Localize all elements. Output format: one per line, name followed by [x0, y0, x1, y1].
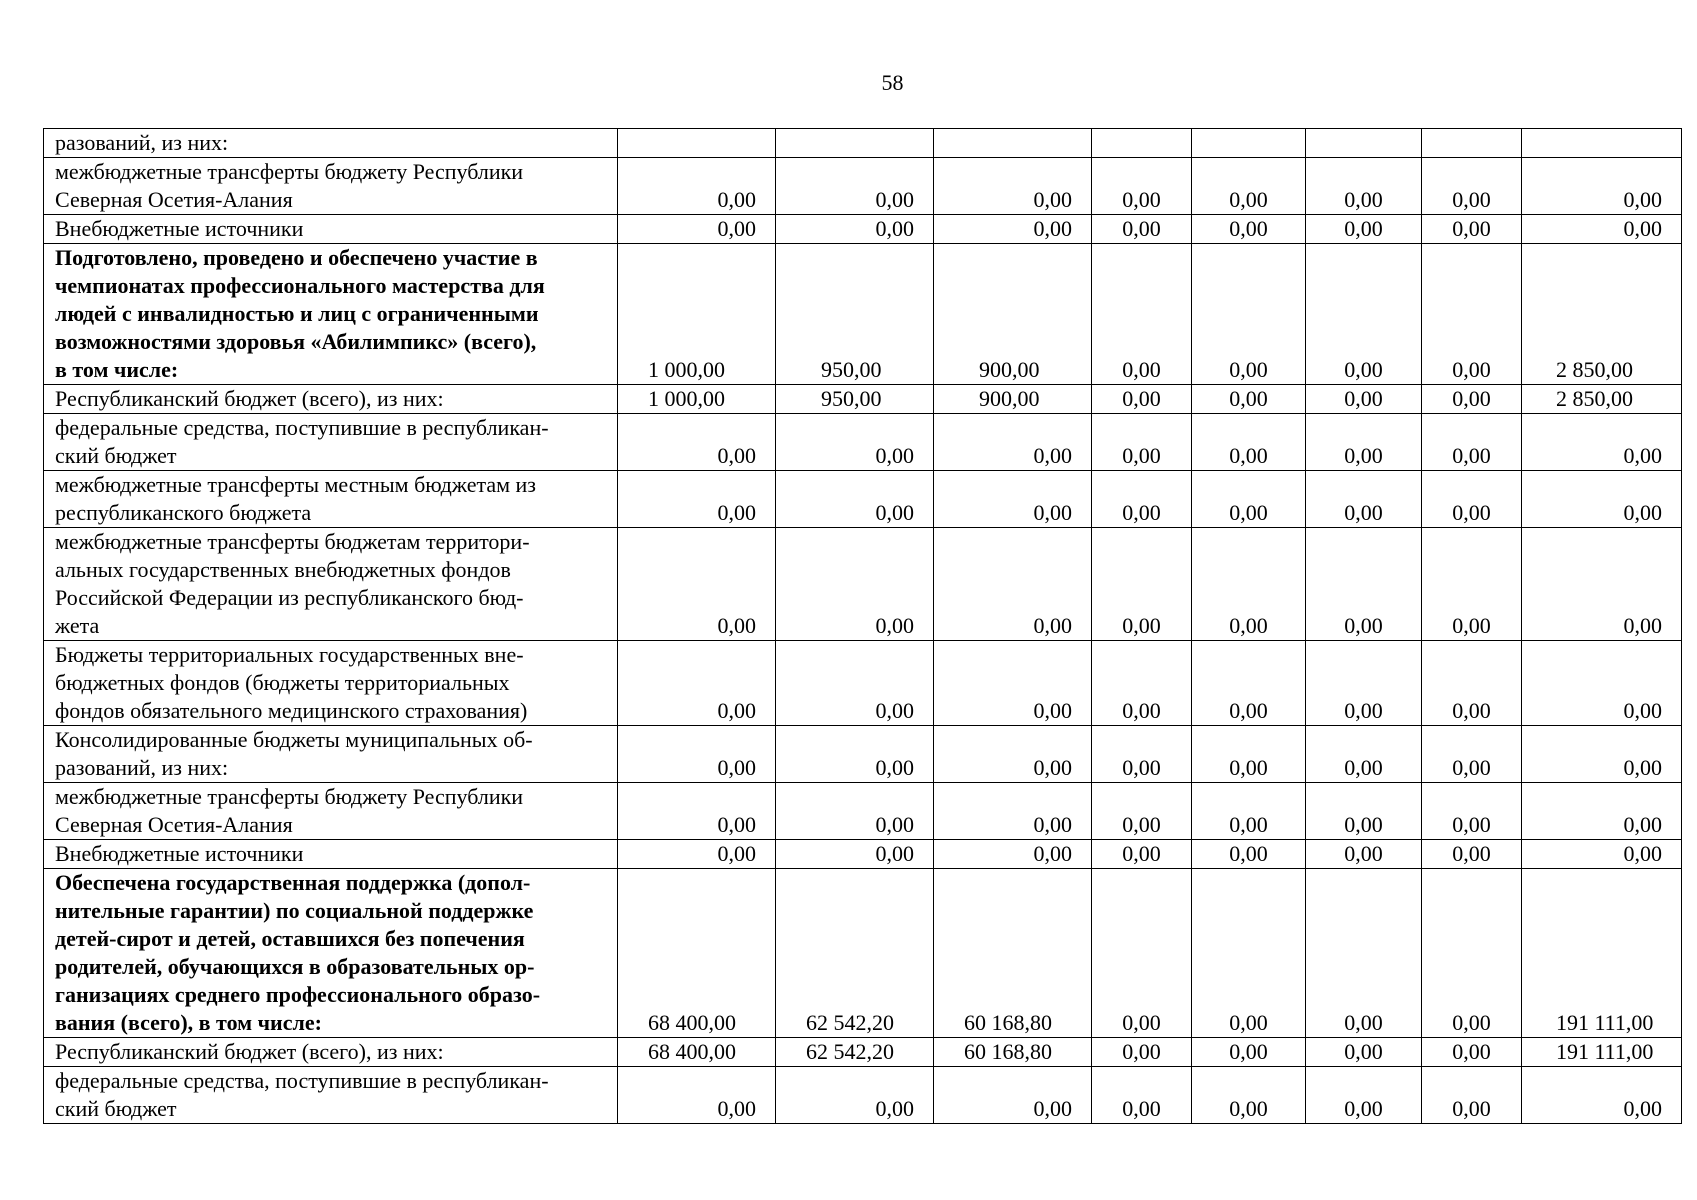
cell-value: 0,00: [1306, 840, 1422, 869]
cell-value: 0,00: [934, 215, 1092, 244]
cell-value: 0,00: [1192, 1038, 1306, 1067]
cell-value: 0,00: [934, 1067, 1092, 1124]
cell-value: 0,00: [1306, 528, 1422, 641]
cell-value: 0,00: [1092, 244, 1192, 385]
cell-value: 0,00: [1306, 726, 1422, 783]
cell-value: 0,00: [934, 158, 1092, 215]
cell-value: 0,00: [1192, 414, 1306, 471]
cell-value: 0,00: [1092, 215, 1192, 244]
cell-value: 0,00: [934, 726, 1092, 783]
cell-value: 0,00: [776, 528, 934, 641]
cell-value: [1306, 129, 1422, 158]
cell-value: 0,00: [1192, 158, 1306, 215]
row-label: Подготовлено, проведено и обеспечено участие в чемпионатах профессионального мастерства для людей с инвалидностью и лиц с ограниченными возможностями здоровья «Абилимпикс» (всего), в том числе:: [44, 244, 618, 385]
cell-value: 0,00: [776, 471, 934, 528]
cell-value: [618, 129, 776, 158]
cell-value: 0,00: [934, 840, 1092, 869]
row-label: Республиканский бюджет (всего), из них:: [44, 385, 618, 414]
row-label: Консолидированные бюджеты муниципальных об- разований, из них:: [44, 726, 618, 783]
cell-value: 1 000,00: [618, 244, 776, 385]
cell-value: [1092, 129, 1192, 158]
row-label: межбюджетные трансферты бюджету Республики Северная Осетия-Алания: [44, 158, 618, 215]
cell-value: 0,00: [1192, 641, 1306, 726]
cell-value: 0,00: [618, 840, 776, 869]
cell-value: 62 542,20: [776, 869, 934, 1038]
row-label: федеральные средства, поступившие в республикан- ский бюджет: [44, 1067, 618, 1124]
cell-value: 0,00: [618, 783, 776, 840]
table-row: [44, 528, 1682, 641]
cell-value: 0,00: [1422, 215, 1522, 244]
cell-value: 0,00: [1422, 1067, 1522, 1124]
cell-value: 0,00: [1522, 414, 1682, 471]
cell-value: 0,00: [1522, 641, 1682, 726]
cell-value: 68 400,00: [618, 1038, 776, 1067]
cell-value: 0,00: [1422, 385, 1522, 414]
cell-value: 0,00: [1422, 869, 1522, 1038]
cell-value: 0,00: [1306, 641, 1422, 726]
cell-value: 0,00: [1192, 471, 1306, 528]
cell-value: 0,00: [618, 215, 776, 244]
cell-value: 0,00: [776, 158, 934, 215]
row-label: Бюджеты территориальных государственных вне- бюджетных фондов (бюджеты территориальных фондов обязательного медицинского страхования): [44, 641, 618, 726]
cell-value: 0,00: [1092, 641, 1192, 726]
cell-value: 0,00: [1306, 158, 1422, 215]
cell-value: 900,00: [934, 244, 1092, 385]
cell-value: 0,00: [1522, 783, 1682, 840]
cell-value: 0,00: [1422, 471, 1522, 528]
cell-value: 0,00: [1092, 385, 1192, 414]
cell-value: 2 850,00: [1522, 244, 1682, 385]
cell-value: 0,00: [1522, 158, 1682, 215]
cell-value: 0,00: [1092, 528, 1192, 641]
cell-value: 0,00: [618, 641, 776, 726]
cell-value: 0,00: [1522, 840, 1682, 869]
cell-value: 2 850,00: [1522, 385, 1682, 414]
table-row: [44, 726, 1682, 783]
table-row: [44, 1067, 1682, 1124]
cell-value: 0,00: [776, 1067, 934, 1124]
cell-value: 0,00: [1092, 1038, 1192, 1067]
row-label: межбюджетные трансферты бюджетам территори- альных государственных внебюджетных фондов Российской Федерации из республиканского бюд- жета: [44, 528, 618, 641]
cell-value: 0,00: [1192, 244, 1306, 385]
table-row: [44, 840, 1682, 869]
cell-value: 0,00: [1306, 869, 1422, 1038]
table-row: [44, 215, 1682, 244]
cell-value: 0,00: [776, 726, 934, 783]
cell-value: 0,00: [618, 471, 776, 528]
cell-value: 0,00: [1306, 783, 1422, 840]
cell-value: 0,00: [1422, 726, 1522, 783]
cell-value: 0,00: [1092, 783, 1192, 840]
cell-value: 0,00: [1522, 726, 1682, 783]
cell-value: 191 111,00: [1522, 869, 1682, 1038]
cell-value: 0,00: [618, 726, 776, 783]
row-label: разований, из них:: [44, 129, 618, 158]
cell-value: 0,00: [1422, 1038, 1522, 1067]
cell-value: 0,00: [934, 471, 1092, 528]
cell-value: 0,00: [776, 215, 934, 244]
cell-value: 0,00: [1192, 385, 1306, 414]
row-label: федеральные средства, поступившие в республикан- ский бюджет: [44, 414, 618, 471]
cell-value: 0,00: [1522, 471, 1682, 528]
table-row: [44, 471, 1682, 528]
cell-value: 0,00: [1306, 385, 1422, 414]
cell-value: 60 168,80: [934, 1038, 1092, 1067]
cell-value: 0,00: [776, 783, 934, 840]
cell-value: 0,00: [1306, 414, 1422, 471]
cell-value: 0,00: [1192, 869, 1306, 1038]
cell-value: 0,00: [1092, 158, 1192, 215]
cell-value: 0,00: [1422, 840, 1522, 869]
cell-value: 0,00: [1192, 215, 1306, 244]
cell-value: 1 000,00: [618, 385, 776, 414]
table-row: [44, 1038, 1682, 1067]
cell-value: [776, 129, 934, 158]
cell-value: 0,00: [776, 414, 934, 471]
cell-value: 68 400,00: [618, 869, 776, 1038]
cell-value: 0,00: [1522, 1067, 1682, 1124]
cell-value: 0,00: [1092, 1067, 1192, 1124]
table-row: [44, 641, 1682, 726]
cell-value: [1422, 129, 1522, 158]
cell-value: 0,00: [1522, 528, 1682, 641]
budget-table: [43, 128, 1682, 1124]
cell-value: [1192, 129, 1306, 158]
cell-value: 0,00: [1422, 641, 1522, 726]
row-label: Республиканский бюджет (всего), из них:: [44, 1038, 618, 1067]
table-row: [44, 385, 1682, 414]
cell-value: 950,00: [776, 244, 934, 385]
cell-value: 0,00: [1306, 1067, 1422, 1124]
cell-value: 0,00: [934, 641, 1092, 726]
cell-value: 0,00: [1422, 414, 1522, 471]
cell-value: 191 111,00: [1522, 1038, 1682, 1067]
cell-value: [1522, 129, 1682, 158]
cell-value: 0,00: [618, 1067, 776, 1124]
row-label: межбюджетные трансферты местным бюджетам из республиканского бюджета: [44, 471, 618, 528]
table-row: [44, 244, 1682, 385]
cell-value: 0,00: [1522, 215, 1682, 244]
row-label: Внебюджетные источники: [44, 840, 618, 869]
cell-value: 0,00: [1192, 1067, 1306, 1124]
cell-value: 62 542,20: [776, 1038, 934, 1067]
cell-value: 0,00: [618, 414, 776, 471]
cell-value: 0,00: [1092, 869, 1192, 1038]
cell-value: [934, 129, 1092, 158]
page-number: 58: [881, 70, 904, 95]
cell-value: 900,00: [934, 385, 1092, 414]
table-row: [44, 414, 1682, 471]
cell-value: 0,00: [1192, 528, 1306, 641]
cell-value: 0,00: [1192, 840, 1306, 869]
cell-value: 0,00: [776, 840, 934, 869]
cell-value: 0,00: [618, 158, 776, 215]
cell-value: 0,00: [1306, 244, 1422, 385]
cell-value: 60 168,80: [934, 869, 1092, 1038]
cell-value: 0,00: [1092, 414, 1192, 471]
cell-value: 0,00: [1092, 726, 1192, 783]
cell-value: 0,00: [1192, 783, 1306, 840]
cell-value: 0,00: [1306, 215, 1422, 244]
cell-value: 0,00: [1422, 783, 1522, 840]
cell-value: 0,00: [1306, 1038, 1422, 1067]
cell-value: 0,00: [934, 783, 1092, 840]
row-label: межбюджетные трансферты бюджету Республики Северная Осетия-Алания: [44, 783, 618, 840]
table-row: [44, 158, 1682, 215]
cell-value: 0,00: [1422, 244, 1522, 385]
cell-value: 0,00: [1092, 471, 1192, 528]
table-row: [44, 869, 1682, 1038]
row-label: Внебюджетные источники: [44, 215, 618, 244]
cell-value: 950,00: [776, 385, 934, 414]
table-row: [44, 129, 1682, 158]
cell-value: 0,00: [1192, 726, 1306, 783]
cell-value: 0,00: [618, 528, 776, 641]
cell-value: 0,00: [1092, 840, 1192, 869]
cell-value: 0,00: [1306, 471, 1422, 528]
row-label: Обеспечена государственная поддержка (допол- нительные гарантии) по социальной поддержке детей-сирот и детей, оставшихся без попечения родителей, обучающихся в образовательных ор- ганизациях среднего профессионального образо- вания (всего), в том числе:: [44, 869, 618, 1038]
cell-value: 0,00: [1422, 528, 1522, 641]
cell-value: 0,00: [776, 641, 934, 726]
table-row: [44, 783, 1682, 840]
cell-value: 0,00: [1422, 158, 1522, 215]
cell-value: 0,00: [934, 414, 1092, 471]
cell-value: 0,00: [934, 528, 1092, 641]
